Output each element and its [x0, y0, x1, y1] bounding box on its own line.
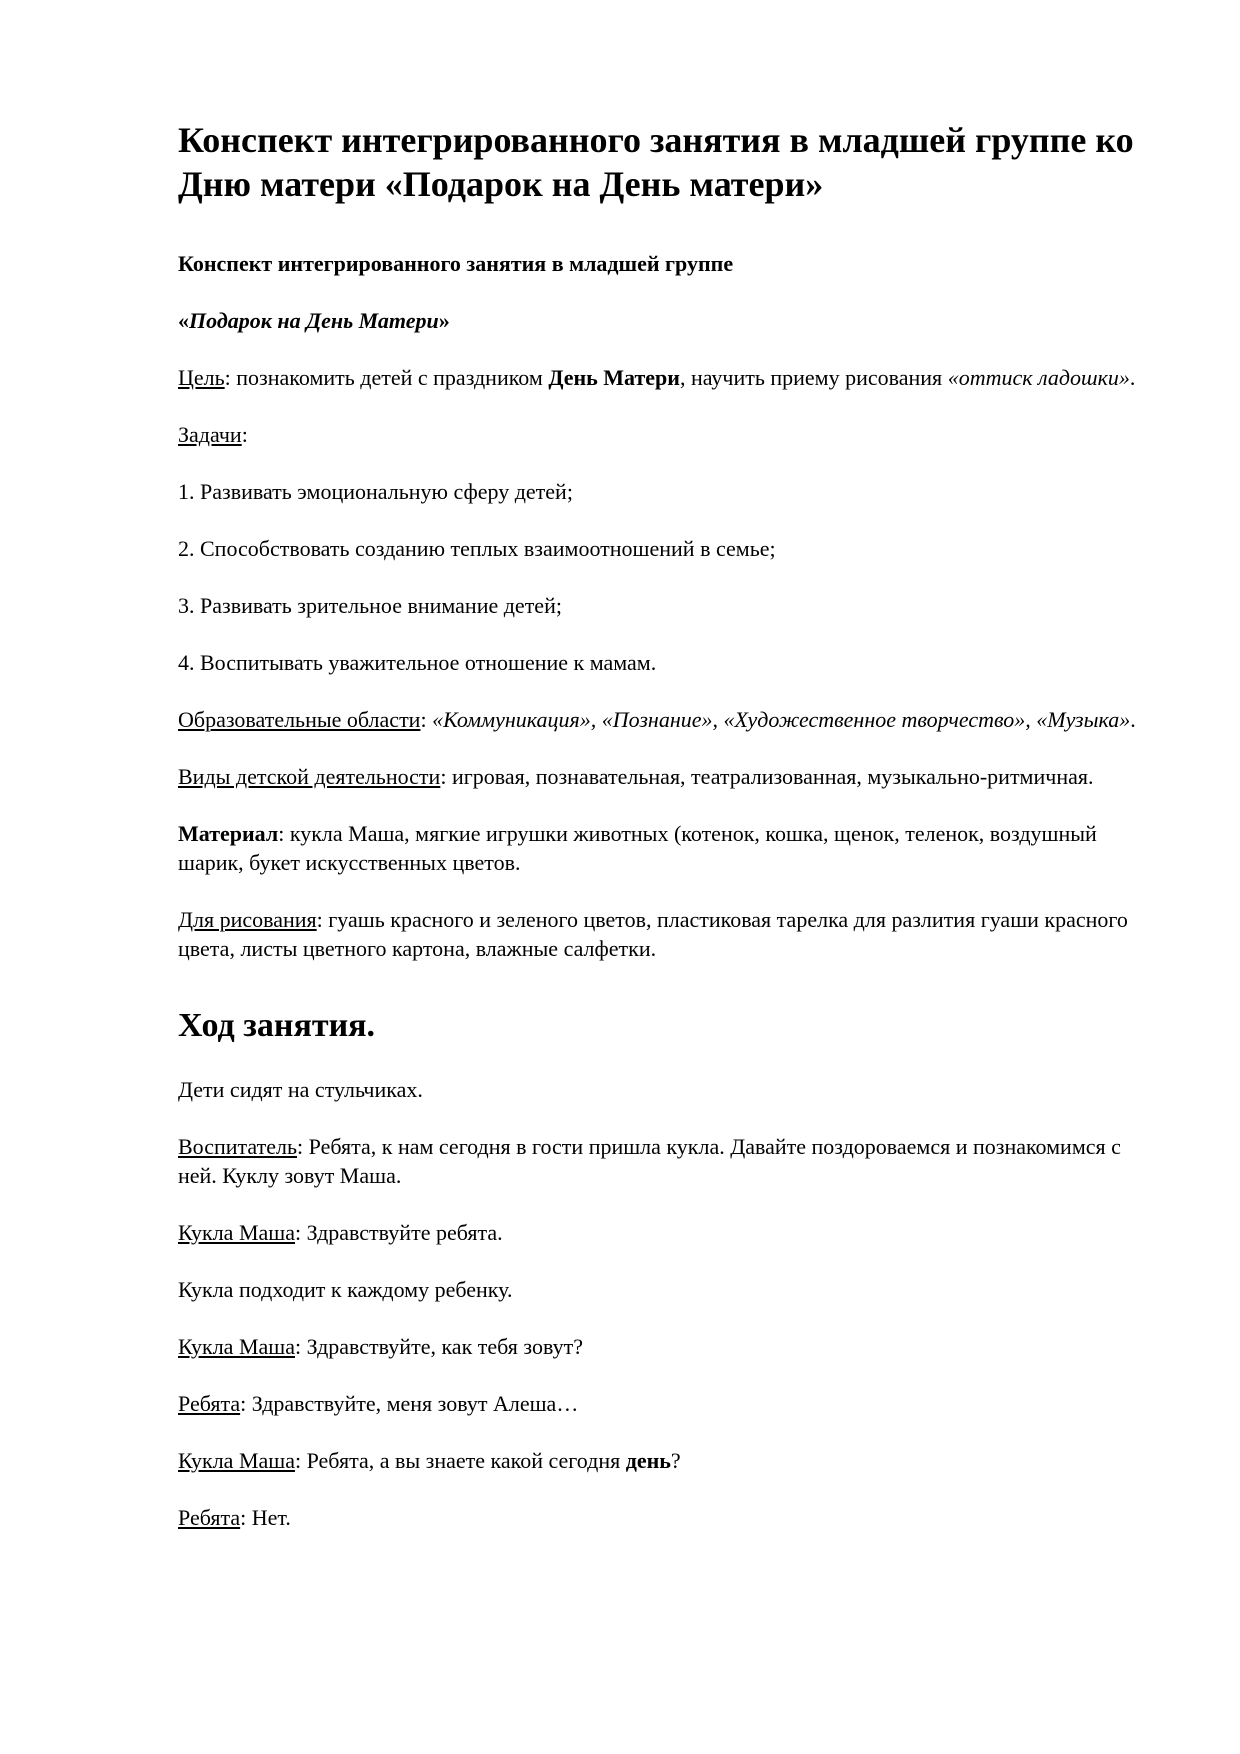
dialogue-line: [178, 1075, 1158, 1104]
goal-text2: , научить приему рисования: [679, 365, 948, 390]
goal-end: .: [1129, 365, 1136, 390]
areas-label: Образовательные области: [178, 707, 421, 732]
areas-list: «Коммуникация», «Познание», «Художественное творчество», «Музыка»: [432, 707, 1131, 732]
line-text: : Здравствуйте, меня зовут Алеша…: [240, 1391, 579, 1416]
subtitle-quote: [178, 306, 1158, 335]
line-end: ?: [670, 1448, 681, 1473]
section-heading: Ход занятия.: [178, 1007, 376, 1044]
dialogue-line: [178, 1332, 1158, 1361]
dialogue-line: [178, 1389, 1158, 1418]
speaker: Воспитатель: [178, 1134, 298, 1159]
document-subtitle: Конспект интегрированного занятия в младшей группе: [178, 251, 734, 276]
task-item: 4. Воспитывать уважительное отношение к мамам.: [178, 650, 657, 675]
speaker: Кукла Маша: [178, 1448, 295, 1473]
areas-colon: :: [420, 707, 433, 732]
speaker: Ребята: [178, 1505, 241, 1530]
speaker: Кукла Маша: [178, 1334, 295, 1359]
goal-text1: : познакомить детей с праздником: [224, 365, 549, 390]
dialogue-line: [178, 1218, 1158, 1247]
material-text: : кукла Маша, мягкие игрушки животных (котенок, кошка, щенок, теленок, воздушный шарик, букет искусственных цветов.: [178, 821, 1097, 875]
task-item: 2. Способствовать созданию теплых взаимоотношений в семье;: [178, 536, 776, 561]
areas-paragraph: [178, 705, 1158, 734]
line-text: : Ребята, к нам сегодня в гости пришла кукла. Давайте поздороваемся и познакомимся с ней. Куклу зовут Маша.: [178, 1134, 1121, 1188]
task-item: 1. Развивать эмоциональную сферу детей;: [178, 479, 573, 504]
dialogue-line: [178, 1503, 1158, 1532]
areas-end: .: [1130, 707, 1136, 732]
quote-close: »: [438, 308, 450, 333]
activities-label: Виды детской деятельности: [178, 764, 441, 789]
speaker: Ребята: [178, 1391, 241, 1416]
line-text: : Здравствуйте ребята.: [294, 1220, 503, 1245]
drawing-label: Для рисования: [178, 907, 317, 932]
document-page: [178, 118, 1158, 1532]
goal-italic: «оттиск ладошки»: [947, 365, 1130, 390]
task-item: 3. Развивать зрительное внимание детей;: [178, 593, 562, 618]
dialogue-line: [178, 1446, 1158, 1475]
quote-text: Подарок на День Матери: [189, 308, 439, 333]
material-label: Материал: [178, 821, 279, 846]
material-paragraph: [178, 819, 1158, 877]
tasks-colon: :: [241, 422, 248, 447]
quote-open: «: [178, 308, 189, 333]
document-title: Конспект интегрированного занятия в младшей группе ко Дню матери «Подарок на День матери»: [178, 120, 1134, 204]
goal-bold: День Матери: [548, 365, 680, 390]
line-text: Кукла подходит к каждому ребенку.: [178, 1277, 513, 1302]
line-text: : Нет.: [240, 1505, 291, 1530]
activities-text: : игровая, познавательная, театрализованная, музыкально-ритмичная.: [440, 764, 1094, 789]
goal-label: Цель: [178, 365, 225, 390]
activities-paragraph: [178, 762, 1158, 791]
line-text: : Ребята, а вы знаете какой сегодня: [294, 1448, 626, 1473]
dialogue-line: [178, 1275, 1158, 1304]
line-bold: день: [625, 1448, 671, 1473]
speaker: Кукла Маша: [178, 1220, 295, 1245]
tasks-label: Задачи: [178, 422, 242, 447]
line-text: Дети сидят на стульчиках.: [178, 1077, 423, 1102]
goal-paragraph: [178, 363, 1158, 392]
drawing-paragraph: [178, 905, 1158, 963]
tasks-heading: [178, 420, 1158, 449]
dialogue-line: [178, 1132, 1158, 1190]
drawing-text: : гуашь красного и зеленого цветов, пластиковая тарелка для разлития гуаши красного цвета, листы цветного картона, влажные салфетки.: [178, 907, 1128, 961]
line-text: : Здравствуйте, как тебя зовут?: [294, 1334, 583, 1359]
